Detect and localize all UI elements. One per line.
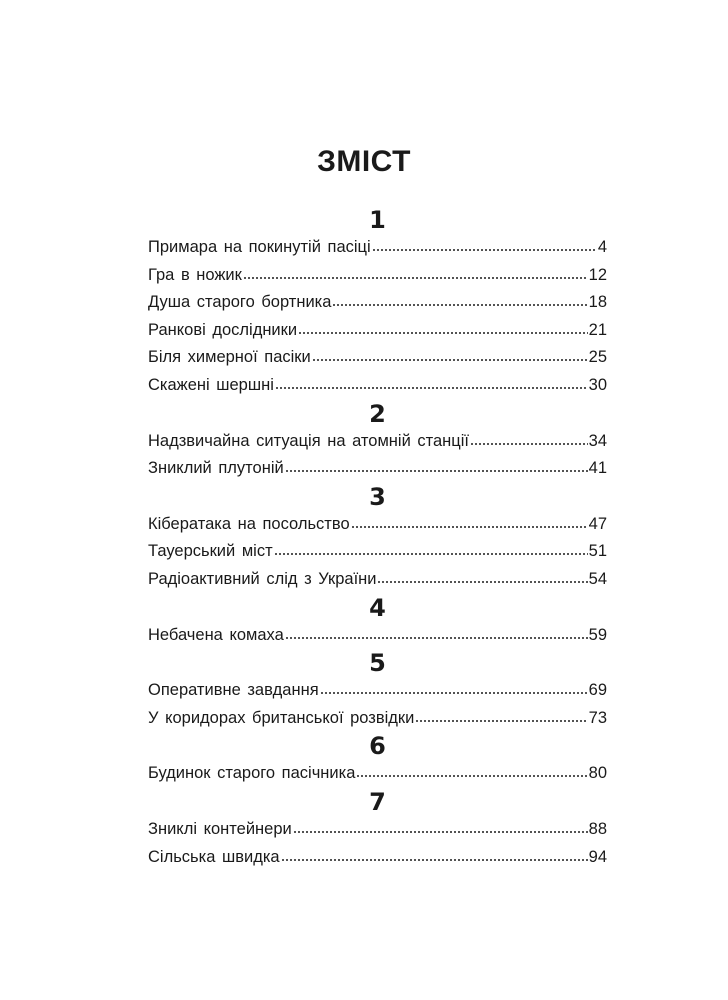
entry-title: Будинок старого пасічника — [148, 764, 356, 783]
entry-page-number: 59 — [588, 625, 607, 644]
toc-entry — [148, 705, 607, 733]
toc-entry — [148, 760, 607, 788]
entry-title: Скажені шершні — [148, 375, 274, 394]
dot-leader — [243, 277, 588, 279]
entry-page-number: 25 — [588, 348, 607, 367]
dot-leader — [356, 775, 587, 777]
toc-part — [148, 400, 607, 483]
toc-entry — [148, 234, 607, 262]
toc-list — [148, 206, 607, 871]
toc-entry — [148, 566, 607, 594]
entry-title: Зниклий плутоній — [148, 459, 284, 478]
dot-leader — [285, 470, 588, 472]
entry-page-number: 47 — [588, 514, 607, 533]
entry-page-number: 73 — [588, 708, 607, 727]
toc-entry — [148, 816, 607, 844]
part-number: 7 — [369, 787, 386, 816]
dot-leader — [275, 387, 588, 389]
entry-title: Кібератака на посольство — [148, 514, 350, 533]
entry-page-number: 12 — [588, 265, 607, 284]
toc-entry — [148, 455, 607, 483]
entry-page-number: 21 — [588, 320, 607, 339]
toc-entry — [148, 344, 607, 372]
dot-leader — [293, 831, 588, 833]
toc-entry — [148, 317, 607, 345]
part-number: 3 — [369, 482, 386, 511]
entry-page-number: 30 — [588, 375, 607, 394]
toc-entry — [148, 262, 607, 290]
toc-entry — [148, 289, 607, 317]
entry-title: Тауерський міст — [148, 542, 273, 561]
entry-title: Ранкові дослідники — [148, 320, 298, 339]
toc-entry — [148, 428, 607, 456]
dot-leader — [298, 332, 588, 334]
dot-leader — [372, 249, 597, 251]
entry-page-number: 88 — [588, 819, 607, 838]
entry-title: Оперативне завдання — [148, 681, 319, 700]
toc-entry — [148, 677, 607, 705]
part-number: 4 — [369, 593, 386, 622]
entry-title: Зниклі контейнери — [148, 819, 292, 838]
toc-part — [148, 206, 607, 400]
entry-title: Душа старого бортника — [148, 293, 332, 312]
toc-part — [148, 649, 607, 732]
entry-title: Радіоактивний слід з України — [148, 569, 377, 588]
toc-entry — [148, 844, 607, 872]
toc-part — [148, 483, 607, 594]
entry-page-number: 41 — [588, 459, 607, 478]
dot-leader — [274, 553, 588, 555]
entry-page-number: 34 — [588, 431, 607, 450]
entry-title: Надзвичайна ситуація на атомній станції — [148, 431, 469, 450]
toc-part — [148, 788, 607, 871]
part-number: 2 — [369, 399, 386, 428]
entry-title: У коридорах британської розвідки — [148, 708, 415, 727]
entry-title: Гра в ножик — [148, 265, 242, 284]
toc-part — [148, 732, 607, 788]
entry-page-number: 4 — [597, 238, 607, 256]
page-title: ЗМІСТ — [317, 145, 411, 178]
entry-page-number: 69 — [588, 681, 607, 700]
entry-page-number: 94 — [588, 847, 607, 866]
dot-leader — [377, 581, 587, 583]
entry-title: Сільська швидка — [148, 847, 280, 866]
entry-title: Біля химерної пасіки — [148, 348, 311, 367]
part-number: 1 — [369, 206, 386, 234]
entry-page-number: 18 — [588, 293, 607, 312]
dot-leader — [312, 359, 588, 361]
dot-leader — [281, 859, 588, 861]
dot-leader — [351, 526, 588, 528]
entry-title: Небачена комаха — [148, 625, 284, 644]
toc-entry — [148, 622, 607, 650]
part-number: 5 — [369, 649, 386, 678]
toc-entry — [148, 511, 607, 539]
toc-entry — [148, 538, 607, 566]
entry-page-number: 80 — [588, 764, 607, 783]
dot-leader — [285, 637, 588, 639]
entry-page-number: 51 — [588, 542, 607, 561]
toc-entry — [148, 372, 607, 400]
entry-title: Примара на покинутій пасіці — [148, 238, 371, 256]
dot-leader — [332, 304, 587, 306]
toc-part — [148, 594, 607, 650]
entry-page-number: 54 — [588, 569, 607, 588]
dot-leader — [415, 720, 587, 722]
dot-leader — [320, 692, 588, 694]
part-number: 6 — [369, 732, 386, 761]
dot-leader — [470, 443, 588, 445]
